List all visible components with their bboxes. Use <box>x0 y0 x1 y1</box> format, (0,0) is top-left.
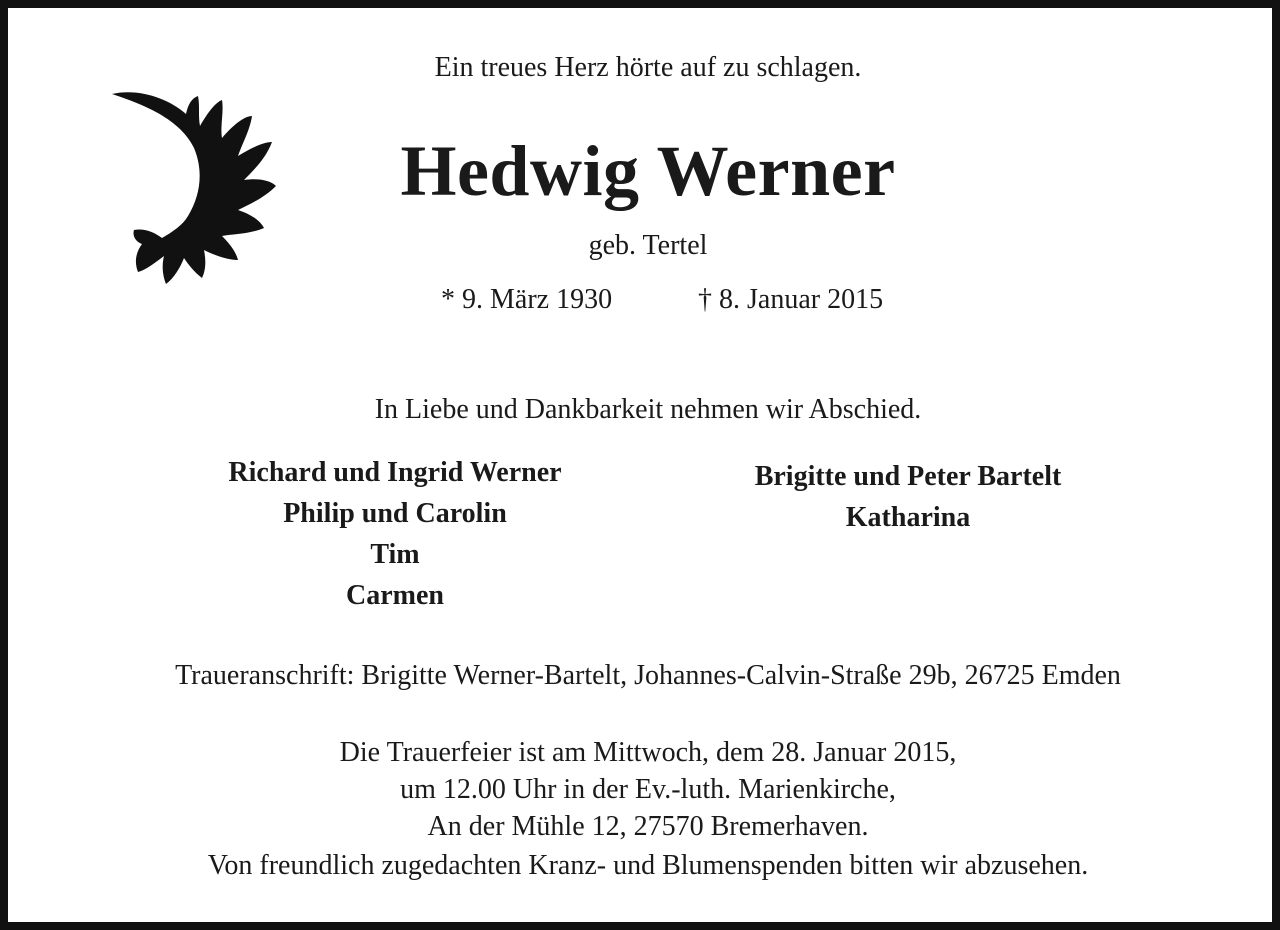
intro-line: Ein treues Herz hörte auf zu schlagen. <box>434 52 862 83</box>
death-date: † 8. Januar 2015 <box>698 284 884 315</box>
flowers-note: Von freundlich zugedachten Kranz- und Blumenspenden bitten wir abzusehen. <box>207 850 1089 881</box>
mourning-address: Traueranschrift: Brigitte Werner-Bartelt, Johannes-Calvin-Straße 29b, 26725 Emden <box>175 660 1121 691</box>
deceased-name: Hedwig Werner <box>400 131 896 211</box>
mourner-name: Philip und Carolin <box>283 498 507 529</box>
ceremony-details <box>8 734 1280 845</box>
birth-date: * 9. März 1930 <box>441 284 613 315</box>
ceremony-line: um 12.00 Uhr in der Ev.-luth. Marienkirche, <box>400 774 896 805</box>
mourner-name: Carmen <box>346 580 444 611</box>
farewell-line: In Liebe und Dankbarkeit nehmen wir Abschied. <box>374 394 922 425</box>
maiden-name: geb. Tertel <box>588 230 708 261</box>
mourners-right <box>708 456 1108 538</box>
mourner-name: Richard und Ingrid Werner <box>228 457 562 488</box>
ceremony-line: Die Trauerfeier ist am Mittwoch, dem 28. Januar 2015, <box>339 737 957 768</box>
mourner-name: Brigitte und Peter Bartelt <box>754 461 1062 492</box>
mourner-name: Tim <box>370 539 420 570</box>
ceremony-line: An der Mühle 12, 27570 Bremerhaven. <box>427 811 869 842</box>
mourners-left <box>195 452 595 616</box>
mourner-name: Katharina <box>845 502 971 533</box>
